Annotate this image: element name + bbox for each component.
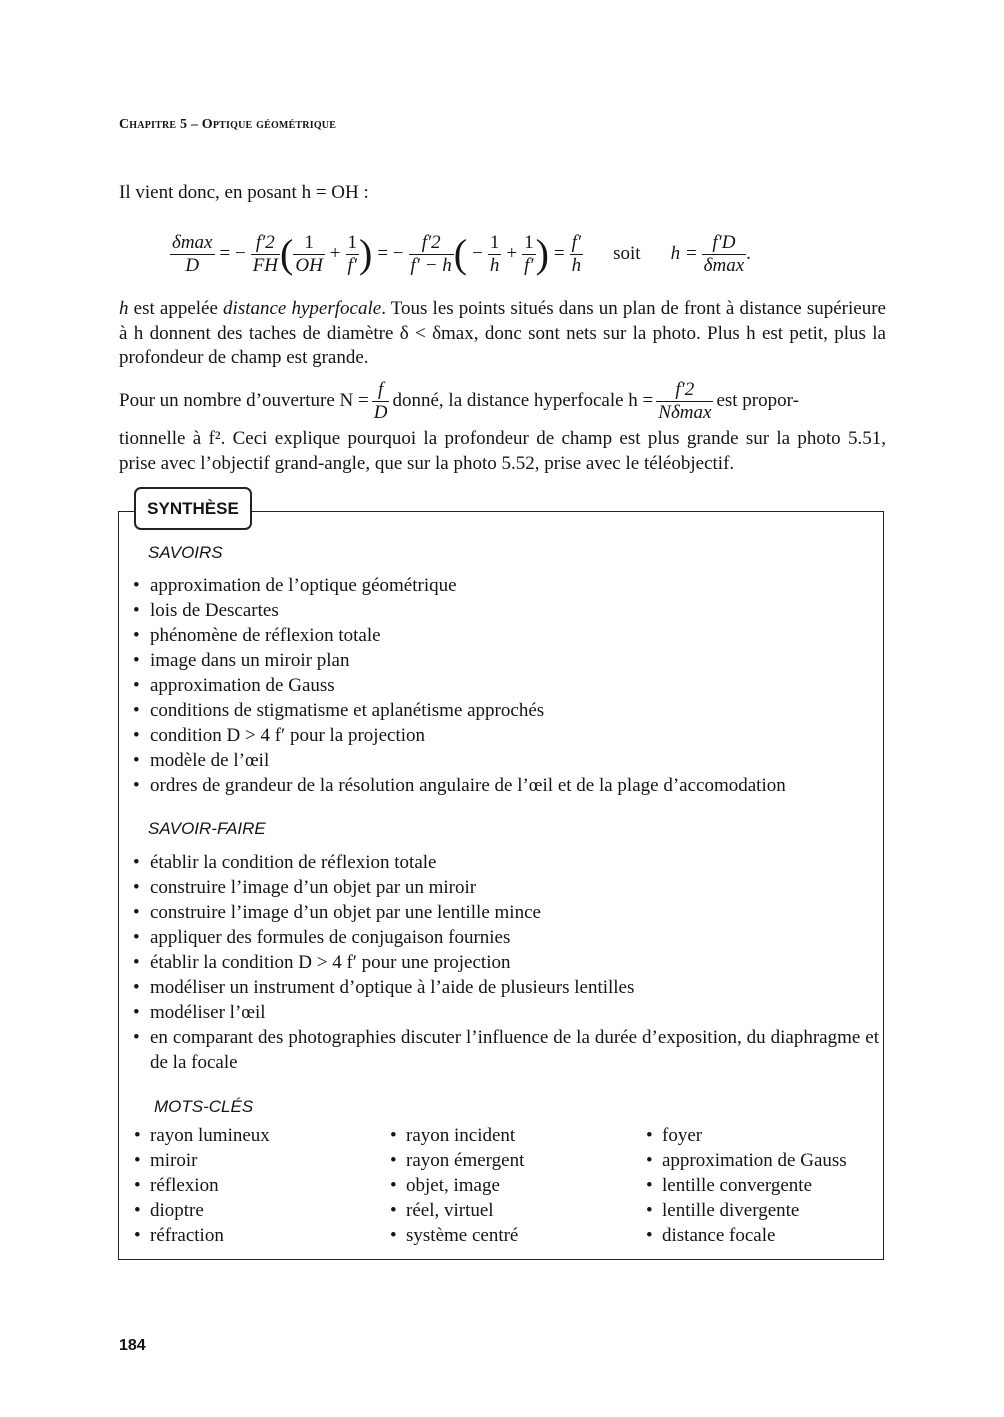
list-item: • lentille convergente bbox=[645, 1173, 881, 1198]
list-item: • construire l’image d’un objet par une lentille mince bbox=[119, 900, 879, 925]
fraction-t2: $\frac{1}{OH}$ bbox=[295, 231, 323, 276]
list-item: • rayon incident bbox=[389, 1123, 645, 1148]
fraction-hyperfocal: $\frac{f'2}{N\delta\max}$ bbox=[658, 378, 712, 423]
list-item: • modéliser un instrument d’optique à l’aide de plusieurs lentilles bbox=[119, 975, 879, 1000]
list-item: • conditions de stigmatisme et aplanétisme approchés bbox=[119, 698, 879, 723]
paragraph-aperture-line2: tionnelle à f². Ceci explique pourquoi la profondeur de champ est plus grande sur la photo 5.51, prise avec l’objectif grand-angle, que sur la photo 5.52, prise avec le téléobjectif. bbox=[119, 428, 886, 474]
list-item: • objet, image bbox=[389, 1173, 645, 1198]
savoirs-heading: SAVOIRS bbox=[148, 543, 223, 562]
mots-cles-column-3 bbox=[645, 1123, 881, 1248]
fraction-result: $\frac{f'D}{\delta\max}$ bbox=[703, 231, 745, 276]
list-item: • approximation de Gauss bbox=[645, 1148, 881, 1173]
list-item: • établir la condition D > 4 f′ pour une projection bbox=[119, 950, 879, 975]
list-item: • miroir bbox=[133, 1148, 389, 1173]
list-item: • réflexion bbox=[133, 1173, 389, 1198]
paragraph-aperture-line1: Pour un nombre d’ouverture N = $\frac{f}{D}$ donné, la distance hyperfocale h = $\frac{f'2}{N\delta\max}$ est propor- bbox=[119, 378, 799, 423]
savoir-faire-heading: SAVOIR-FAIRE bbox=[148, 819, 266, 838]
list-item: • image dans un miroir plan bbox=[119, 648, 879, 673]
list-item: • lentille divergente bbox=[645, 1198, 881, 1223]
fraction-t3: $\frac{1}{f'}$ bbox=[347, 231, 358, 276]
fraction-t6: $\frac{1}{f'}$ bbox=[524, 231, 534, 276]
list-item: • dioptre bbox=[133, 1198, 389, 1223]
list-item: • foyer bbox=[645, 1123, 881, 1148]
equation-soit: soit bbox=[613, 243, 641, 264]
mots-cles-column-1 bbox=[133, 1123, 389, 1248]
equation-result-lhs: h = bbox=[670, 243, 698, 264]
list-item: • approximation de l’optique géométrique bbox=[119, 573, 879, 598]
list-item: • rayon émergent bbox=[389, 1148, 645, 1173]
list-item: • modéliser l’œil bbox=[119, 1000, 879, 1025]
list-item: • phénomène de réflexion totale bbox=[119, 623, 879, 648]
list-item: • lois de Descartes bbox=[119, 598, 879, 623]
list-item: • condition D > 4 f′ pour la projection bbox=[119, 723, 879, 748]
running-header: Chapitre 5 – Optique géométrique bbox=[119, 117, 337, 132]
list-item: • rayon lumineux bbox=[133, 1123, 389, 1148]
list-item: • système centré bbox=[389, 1223, 645, 1248]
list-item: • appliquer des formules de conjugaison fournies bbox=[119, 925, 879, 950]
mots-cles-column-2 bbox=[389, 1123, 645, 1248]
list-item: • approximation de Gauss bbox=[119, 673, 879, 698]
mots-cles-heading: MOTS-CLÉS bbox=[154, 1097, 254, 1116]
fraction-t1: $\frac{f'2}{FH}$ bbox=[252, 231, 279, 276]
synthese-title: SYNTHÈSE bbox=[134, 487, 252, 530]
list-item: • construire l’image d’un objet par un miroir bbox=[119, 875, 879, 900]
list-item: • réel, virtuel bbox=[389, 1198, 645, 1223]
fraction-lhs: $\frac{\delta\max}{D}$ bbox=[172, 231, 213, 276]
savoirs-list bbox=[119, 573, 879, 798]
fraction-aperture: $\frac{f}{D}$ bbox=[373, 378, 388, 423]
intro-line: Il vient donc, en posant h = OH : bbox=[119, 182, 369, 203]
list-item: • modèle de l’œil bbox=[119, 748, 879, 773]
fraction-t4: $\frac{f'2}{f' - h}$ bbox=[410, 231, 452, 276]
hyperfocal-equation: $\frac{\delta\max}{D}$ = − $\frac{f'2}{FH}$ ( $\frac{1}{OH}$ + $\frac{1}{f'}$ ) = − $\frac{f'2}{f' - h}$ ( − $\frac{1}{h}$ + $\frac{1}{f'}$ ) = $\frac{f'}{h}$ soit h = $\frac{f'D}{\delta\max}$ . bbox=[172, 231, 751, 276]
fraction-t7: $\frac{f'}{h}$ bbox=[571, 231, 582, 276]
fraction-t5: $\frac{1}{h}$ bbox=[489, 231, 500, 276]
list-item: • distance focale bbox=[645, 1223, 881, 1248]
savoir-faire-list bbox=[119, 850, 879, 1075]
list-item: • établir la condition de réflexion totale bbox=[119, 850, 879, 875]
list-item: • ordres de grandeur de la résolution angulaire de l’œil et de la plage d’accomodation bbox=[119, 773, 879, 798]
paragraph-hyperfocal-definition: h est appelée distance hyperfocale. Tous les points situés dans un plan de front à distance supérieure à h donnent des taches de diamètre δ < δmax, donc sont nets sur la photo. Plus h est petit, plus la profondeur de champ est grande. bbox=[119, 298, 886, 368]
list-item: • en comparant des photographies discuter l’influence de la durée d’exposition, du diaphragme et de la focale bbox=[119, 1025, 879, 1075]
list-item: • réfraction bbox=[133, 1223, 389, 1248]
page-number: 184 bbox=[119, 1337, 146, 1354]
